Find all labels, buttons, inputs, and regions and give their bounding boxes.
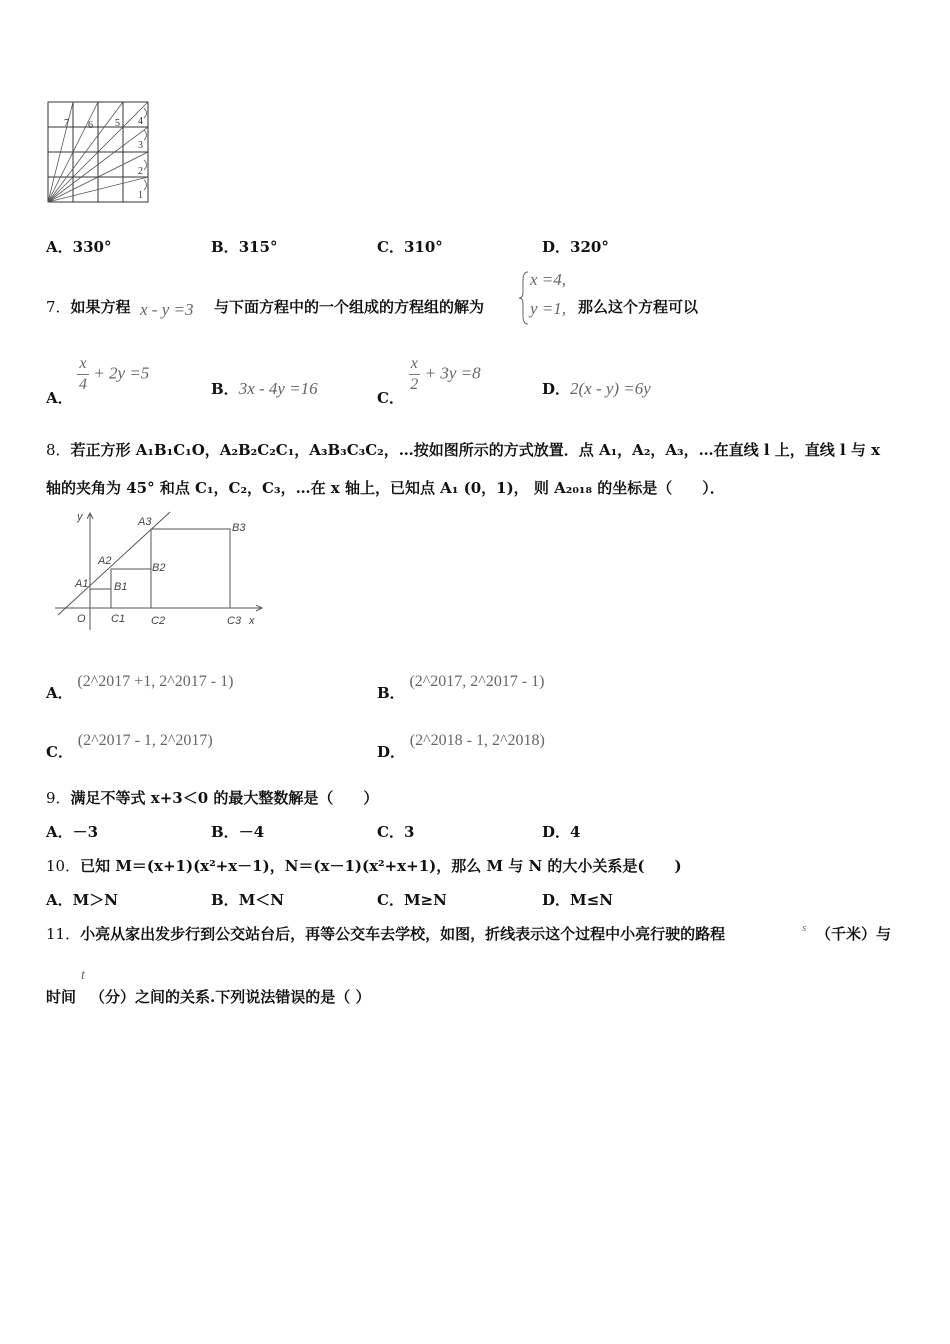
q8-option-b[interactable] xyxy=(377,670,545,702)
q11-s-variable: s xyxy=(802,922,807,934)
squares-figure xyxy=(50,505,270,635)
angle-grid-figure xyxy=(46,100,152,206)
q9-option-a[interactable] xyxy=(46,821,98,842)
option-value: M≥N xyxy=(403,891,447,909)
option-value: (2^2017 +1, 2^2017 - 1) xyxy=(77,673,234,690)
option-label: A． xyxy=(46,891,73,909)
q6-option-c[interactable] xyxy=(377,236,443,257)
option-label: A． xyxy=(46,823,73,841)
grid-label-2: 2 xyxy=(138,166,143,177)
q8-option-d[interactable] xyxy=(377,729,545,761)
fraction xyxy=(77,356,88,393)
option-value: + 2y =5 xyxy=(93,363,150,383)
fraction-denominator: 4 xyxy=(78,376,87,393)
fraction-numerator: x xyxy=(409,356,420,375)
option-value: M≤N xyxy=(570,891,613,909)
q9-option-c[interactable] xyxy=(377,821,414,842)
option-label: B． xyxy=(211,238,239,256)
label-b3: B3 xyxy=(232,522,246,534)
axis-label-x: x xyxy=(249,615,255,627)
option-label: A． xyxy=(46,238,73,256)
label-c1: C1 xyxy=(111,613,126,625)
label-c3: C3 xyxy=(227,615,242,627)
q7-system-line-1: x =4, xyxy=(530,270,567,289)
q7-option-a[interactable] xyxy=(46,355,150,407)
q9-text: 满足不等式 x+3＜0 的最大整数解是（ ） xyxy=(70,789,379,807)
q7-stem xyxy=(46,296,131,317)
q6-option-a[interactable] xyxy=(46,236,111,257)
q7-text-before: 如果方程 xyxy=(70,298,131,316)
label-b1: B1 xyxy=(114,581,128,593)
option-value: 310° xyxy=(403,238,443,256)
q9-option-d[interactable] xyxy=(542,821,580,842)
q9-stem xyxy=(46,787,378,808)
option-label: D． xyxy=(542,380,571,398)
grid-label-4: 4 xyxy=(138,116,143,127)
q7-text-after: 那么这个方程可以 xyxy=(578,298,699,316)
option-label: B． xyxy=(377,684,405,702)
option-label: D． xyxy=(377,743,406,761)
q6-option-b[interactable] xyxy=(211,236,278,257)
q10-option-b[interactable] xyxy=(211,889,284,910)
label-b2: B2 xyxy=(152,562,166,574)
option-label: B． xyxy=(211,823,239,841)
q10-option-a[interactable] xyxy=(46,889,118,910)
option-value: 330° xyxy=(72,238,112,256)
option-value: 3 xyxy=(403,823,415,841)
question-number: 7． xyxy=(46,298,71,316)
option-value: 4 xyxy=(570,823,581,841)
q10-stem xyxy=(46,855,682,876)
grid-label-5: 5 xyxy=(115,118,120,129)
option-value: + 3y =8 xyxy=(424,363,481,383)
option-value: M＜N xyxy=(238,891,285,909)
option-value: －3 xyxy=(72,823,99,841)
q8-line-1 xyxy=(46,439,880,460)
option-label: D． xyxy=(542,891,571,909)
option-value: M＞N xyxy=(72,891,118,909)
q7-equation: x - y =3 xyxy=(140,300,194,319)
q7-option-c[interactable] xyxy=(377,355,481,407)
q10-option-d[interactable] xyxy=(542,889,613,910)
option-label: C． xyxy=(377,823,404,841)
q7-system-line-2: y =1, xyxy=(530,299,567,318)
option-value: －4 xyxy=(238,823,265,841)
axis-label-y: y xyxy=(77,511,83,523)
fraction xyxy=(409,356,420,393)
question-number: 10． xyxy=(46,857,81,875)
origin-label: O xyxy=(77,613,86,625)
brace-icon xyxy=(518,270,530,326)
q6-option-d[interactable] xyxy=(542,236,609,257)
label-a1: A1 xyxy=(75,578,89,590)
option-label: D． xyxy=(542,823,571,841)
question-number: 8． xyxy=(46,441,71,459)
q7-text-middle: 与下面方程中的一个组成的方程组的解为 xyxy=(214,298,485,316)
q11-text-line-2: （分）之间的关系.下列说法错误的是（ ） xyxy=(90,988,371,1006)
option-label: D． xyxy=(542,238,571,256)
q11-text-line-1-end: （千米）与 xyxy=(816,925,892,943)
q8-text-line-1: 若正方形 A₁B₁C₁O，A₂B₂C₂C₁，A₃B₃C₃C₂，…按如图所示的方式放置．点 A₁，A₂，A₃，…在直线 l 上，直线 l 与 x xyxy=(70,441,881,459)
q8-option-a[interactable] xyxy=(46,670,234,702)
option-label: B． xyxy=(211,380,239,398)
label-a2: A2 xyxy=(98,555,112,567)
option-label: C． xyxy=(46,743,73,761)
fraction-numerator: x xyxy=(77,356,88,375)
q11-line-1 xyxy=(46,923,725,944)
option-value: (2^2017 - 1, 2^2017) xyxy=(77,732,213,749)
grid-label-3: 3 xyxy=(138,140,143,151)
option-label: C． xyxy=(377,891,404,909)
q11-t-variable: t xyxy=(81,968,85,983)
grid-label-6: 6 xyxy=(88,120,93,131)
option-value: 3x - 4y =16 xyxy=(238,379,318,398)
option-label: B． xyxy=(211,891,239,909)
q10-option-c[interactable] xyxy=(377,889,447,910)
q8-option-c[interactable] xyxy=(46,729,213,761)
option-value: (2^2018 - 1, 2^2018) xyxy=(409,732,545,749)
q11-text-line-2-start: 时间 xyxy=(46,988,77,1006)
option-label: C． xyxy=(377,388,404,407)
q10-text: 已知 M＝(x+1)(x²+x－1)，N＝(x－1)(x²+x+1)，那么 M 与 N 的大小关系是( ) xyxy=(80,857,682,875)
option-value: 2(x - y) =6y xyxy=(570,379,651,398)
q11-text-line-1: 小亮从家出发步行到公交站台后，再等公交车去学校，如图，折线表示这个过程中小亮行驶的路程 xyxy=(80,925,726,943)
option-value: 320° xyxy=(570,238,609,256)
label-c2: C2 xyxy=(151,615,166,627)
option-label: A． xyxy=(46,388,73,407)
option-label: A． xyxy=(46,684,73,702)
q9-option-b[interactable] xyxy=(211,821,264,842)
option-label: C． xyxy=(377,238,404,256)
fraction-denominator: 2 xyxy=(410,376,419,393)
grid-label-7: 7 xyxy=(64,118,69,129)
option-value: (2^2017, 2^2017 - 1) xyxy=(409,673,545,690)
label-a3: A3 xyxy=(138,516,152,528)
option-value: 315° xyxy=(238,238,278,256)
q7-option-b[interactable] xyxy=(211,378,318,399)
q7-option-d[interactable] xyxy=(542,378,651,399)
question-number: 11． xyxy=(46,925,81,943)
grid-label-1: 1 xyxy=(138,190,143,201)
q8-line-2: 轴的夹角为 45° 和点 C₁，C₂，C₃，…在 x 轴上，已知点 A₁ (0，1)， 则 A₂₀₁₈ 的坐标是（ ）． xyxy=(46,479,725,497)
question-number: 9． xyxy=(46,789,71,807)
